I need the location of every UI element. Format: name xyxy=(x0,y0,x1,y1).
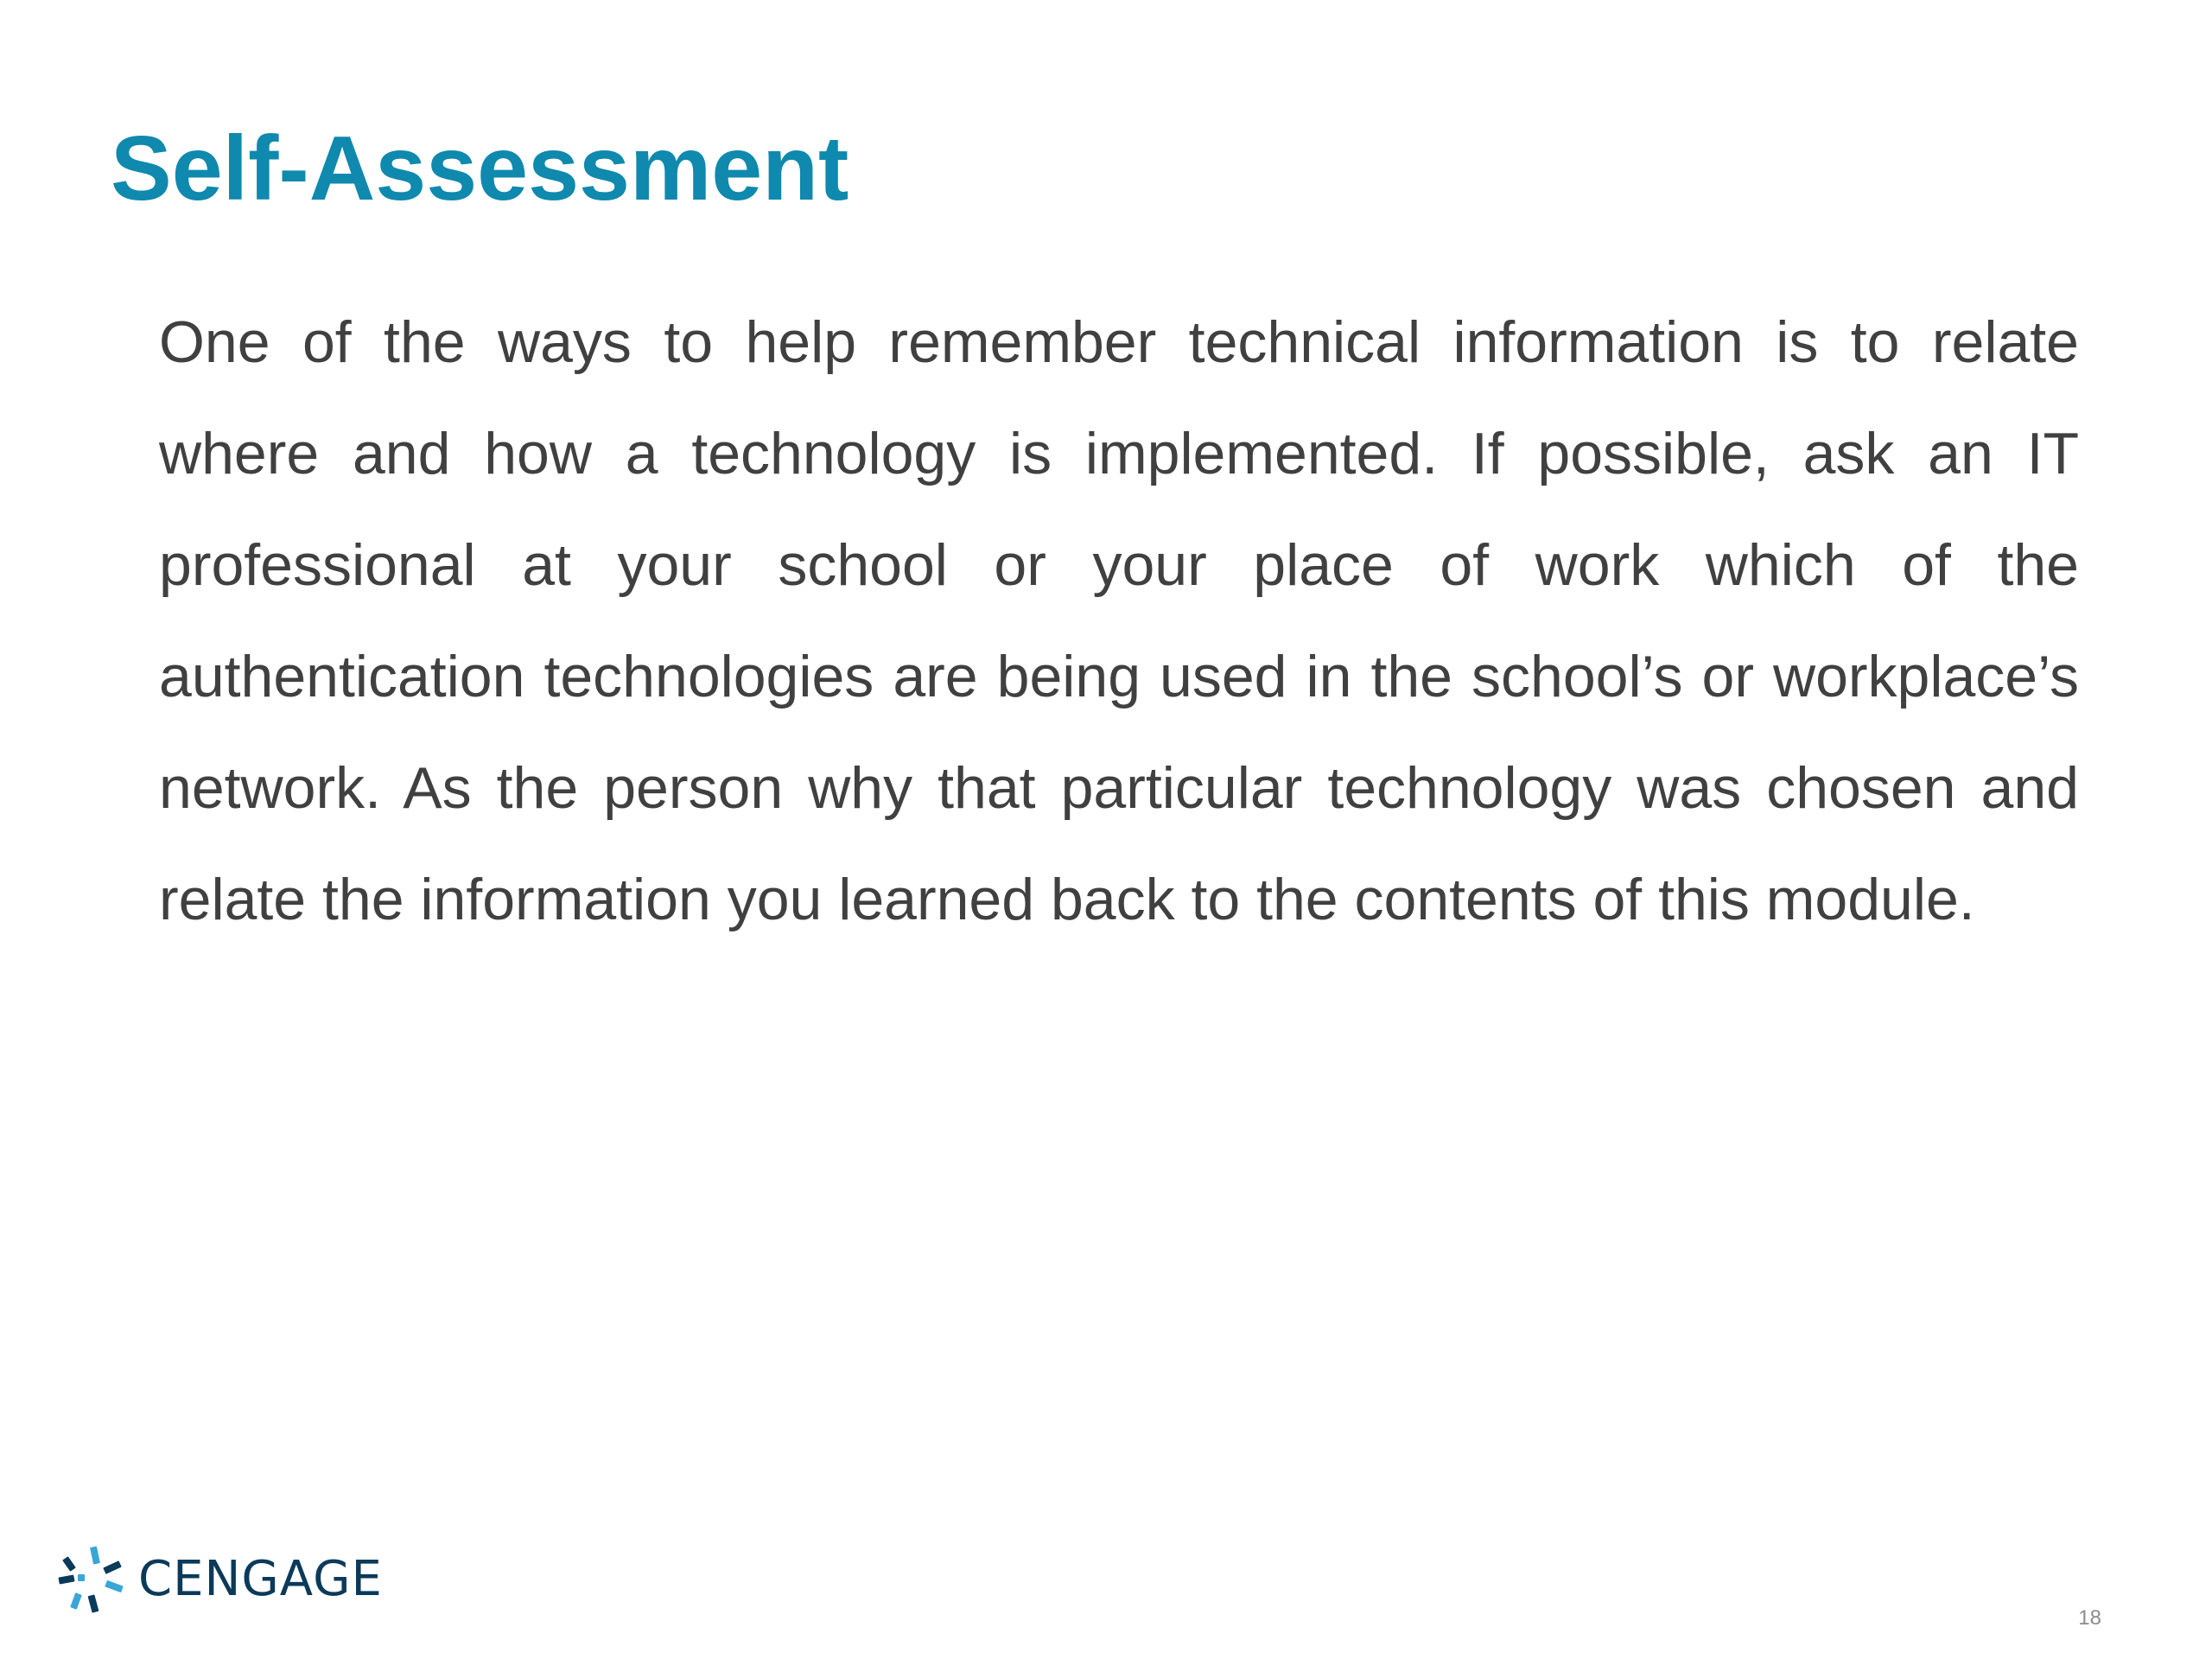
slide-body-text: One of the ways to help remember technical information is to relate where and how a technology is implemented. If possible, ask an IT professional at your school or your place of work which of the authentication technologies are being used in the school’s or workplace’s network. As the person why that particular technology was chosen and relate the information you learned back to the contents of this module. xyxy=(159,309,2079,932)
page-number: 18 xyxy=(2078,1606,2101,1630)
cengage-logo-mark-icon xyxy=(55,1545,126,1614)
cengage-logo xyxy=(55,1545,383,1614)
cengage-logo-text: CENGAGE xyxy=(138,1551,383,1607)
slide-title: Self-Assessment xyxy=(111,118,849,219)
